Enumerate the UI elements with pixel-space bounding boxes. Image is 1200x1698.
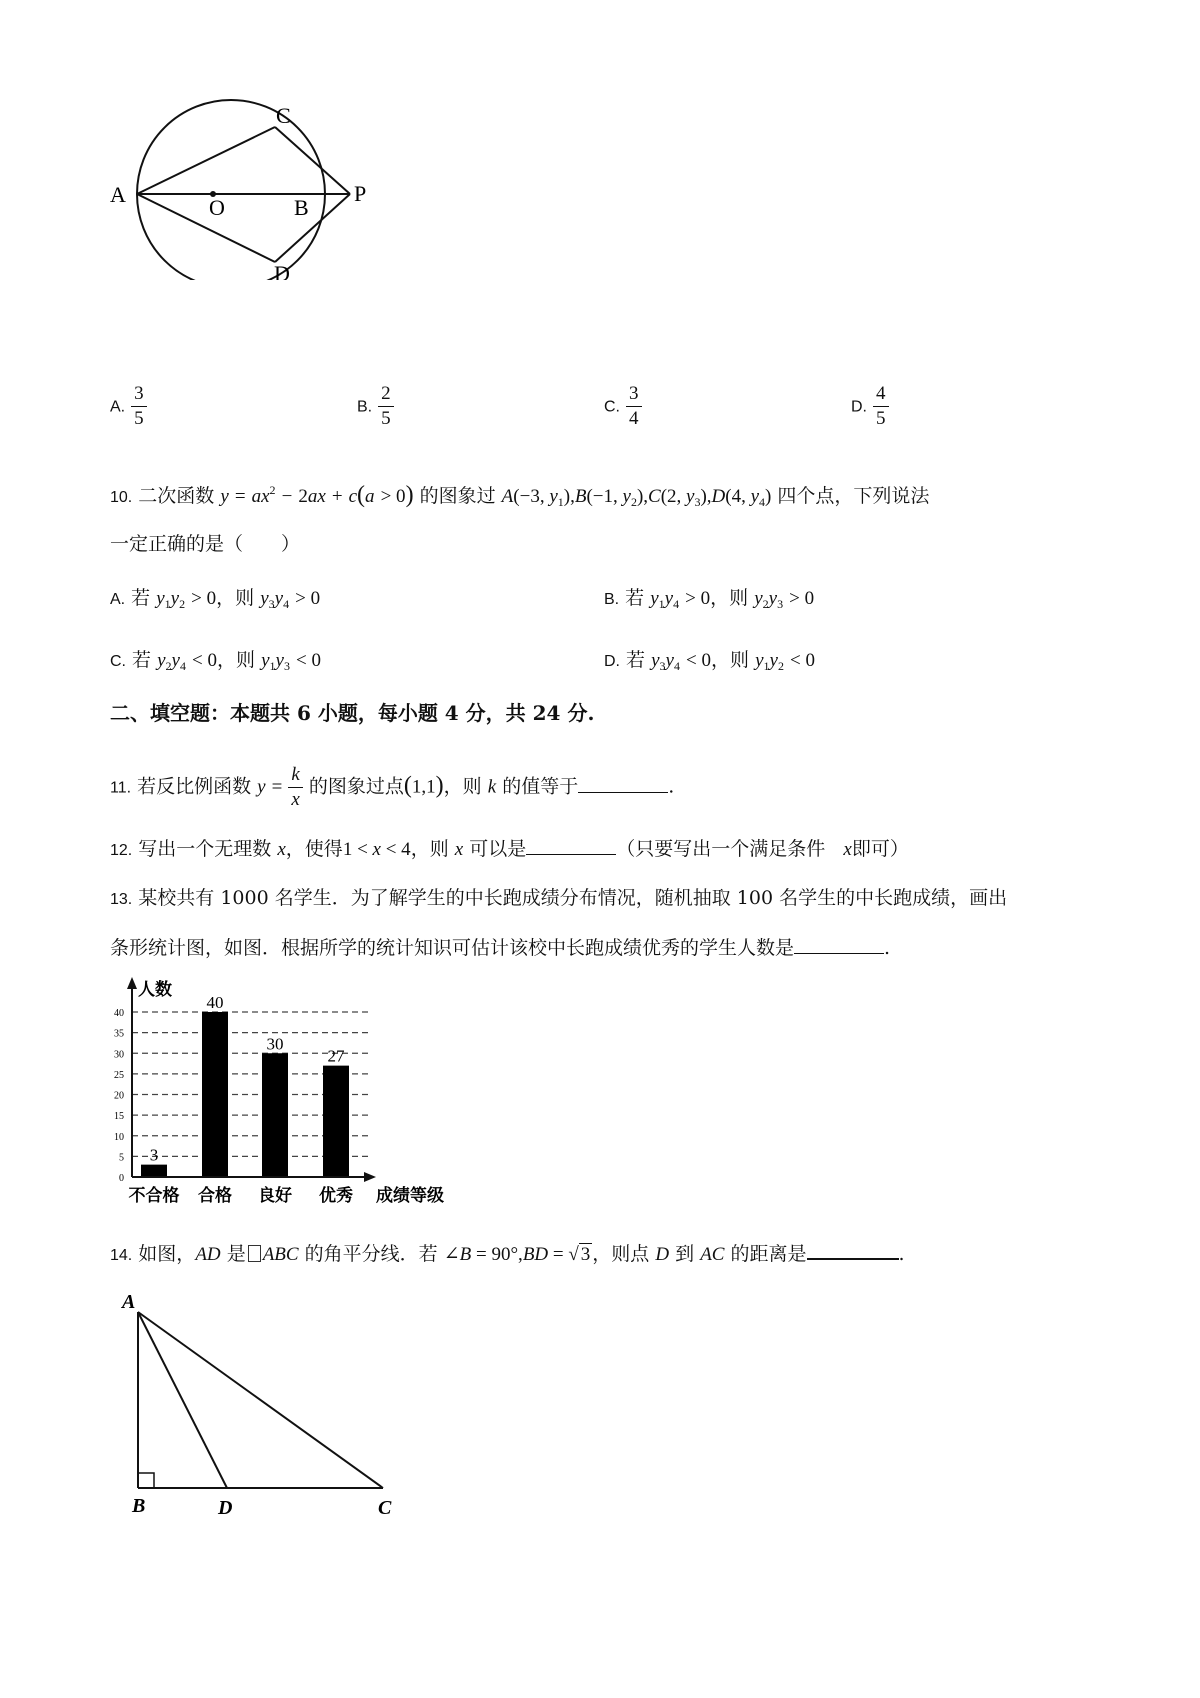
tangent-pd (275, 194, 350, 262)
q9-option-b[interactable] (357, 382, 394, 431)
y-tick-label: 0 (119, 1173, 124, 1184)
fraction: $\frac{2}{5}$ (378, 382, 394, 431)
answer-blank[interactable] (526, 836, 616, 855)
y-tick-label: 40 (114, 1008, 124, 1019)
q13-text: 某校共有 1000 名学生．为了解学生的中长跑成绩分布情况，随机抽取 100 名学生的中长跑成绩，画出 (138, 887, 1008, 909)
question-number: 11. (110, 779, 132, 797)
option-text: ，则 (217, 649, 256, 671)
segment-ac (137, 127, 275, 194)
category-label: 良好 (258, 1186, 292, 1206)
option-text: ，则 (710, 587, 749, 609)
option-text: ，则 (216, 587, 255, 609)
bar-data-label: 27 (327, 1046, 345, 1066)
answer-blank[interactable] (807, 1240, 899, 1260)
label-c: C (276, 103, 291, 128)
category-label: 不合格 (128, 1186, 180, 1206)
triangle-symbol-icon (248, 1245, 261, 1262)
x-axis-arrow-icon (364, 1172, 376, 1182)
q12-text: （只要写出一个满足条件 (616, 838, 826, 860)
q12-stem: 12. 写出一个无理数 x，使得1 < x < 4，则 x 可以是 （只要写出一个满足条件 x即可） (110, 838, 909, 860)
bisector-ad (138, 1312, 227, 1488)
q13-text: 条形统计图，如图．根据所学的统计知识可估计该校中长跑成绩优秀的学生人数是 (110, 937, 795, 959)
x-axis-label: 成绩等级 (376, 1186, 444, 1206)
option-label: B. (357, 398, 373, 416)
option-text: 若 (625, 587, 645, 609)
option-label: D. (851, 398, 867, 416)
q14-text: 如图， (138, 1243, 196, 1265)
tangent-pc (275, 127, 350, 194)
option-text: 若 (626, 649, 646, 671)
question-number: 13. (110, 891, 133, 908)
q11-text: . (668, 775, 675, 798)
q10-text: 的图象过 (419, 485, 496, 507)
q9-option-c[interactable] (604, 382, 642, 431)
bar-data-label: 40 (206, 993, 224, 1012)
q11-text: ，则 (443, 775, 482, 798)
fraction: $\frac{4}{5}$ (873, 382, 889, 431)
q13-bar-chart (108, 975, 488, 1207)
question-number: 14. (110, 1247, 133, 1264)
y-tick-label: 25 (114, 1069, 124, 1081)
q10-stem-line2: 一定正确的是（ ） (110, 533, 301, 555)
bar (141, 1165, 167, 1177)
option-label: D. (604, 653, 620, 670)
q12-text: ，使得 (285, 838, 343, 860)
answer-blank[interactable] (794, 935, 884, 954)
q14-text: 是 (226, 1243, 246, 1265)
option-text: 若 (132, 649, 152, 671)
y-axis-label: 人数 (138, 980, 172, 1000)
q10-points: A (501, 486, 514, 507)
q14-text: . (898, 1243, 905, 1265)
label-d: D (218, 1497, 233, 1515)
label-b: B (294, 195, 309, 220)
q14-text: 的角平分线．若 (304, 1243, 438, 1265)
q12-text: ，则 (410, 838, 449, 860)
label-p: P (354, 181, 367, 206)
q14-text: 到 (675, 1243, 695, 1265)
q13-text: . (884, 937, 891, 959)
label-d: D (274, 261, 290, 280)
y-tick-label: 20 (114, 1090, 124, 1102)
q10-option-a[interactable]: A. 若 $y_1y_2 > 0$，则 $y_3y_4 > 0$ (110, 587, 321, 611)
y-tick-label: 35 (114, 1028, 124, 1040)
q10-option-b[interactable]: B. 若 $y_1y_4 > 0$，则 $y_2y_3 > 0$ (604, 587, 815, 611)
q10-stem-line1: 10. 二次函数 $y = ax^2 - 2ax + c(a > 0)$ 的图象过 A(−3, $y_1),B(-1$, $y_2),C(2$, $y_3),D(4$, $y_4$) 四个点，下列说法 (110, 482, 930, 509)
q10-option-d[interactable]: D. 若 $y_3y_4 < 0$，则 $y_1y_2 < 0$ (604, 649, 815, 673)
label-o: O (209, 195, 225, 220)
option-label: C. (110, 653, 126, 670)
q12-text: 写出一个无理数 (138, 838, 272, 860)
circle-o (137, 100, 325, 280)
q12-text: 即可） (851, 838, 909, 860)
q10-option-c[interactable]: C. 若 $y_2y_4 < 0$，则 $y_1y_3 < 0$ (110, 649, 321, 673)
y-tick-label: 10 (114, 1131, 124, 1143)
question-number: 10. (110, 489, 133, 506)
fraction: $\frac{3}{4}$ (626, 382, 642, 431)
sqrt-3: √ 3 (568, 1244, 591, 1265)
bar (202, 1012, 228, 1177)
q9-option-a[interactable] (110, 382, 147, 431)
chart-bars (129, 993, 354, 1206)
bar-data-label: 3 (149, 1145, 159, 1165)
fraction-k-over-x: $\frac{k}{x}$ (288, 763, 302, 812)
answer-blank[interactable] (578, 774, 668, 793)
option-label: A. (110, 398, 126, 416)
label-a: A (110, 182, 126, 207)
category-label: 合格 (198, 1186, 232, 1206)
section-heading: 二、填空题：本题共 6 小题，每小题 4 分，共 24 分. (110, 701, 595, 725)
q14-text: ，则点 (592, 1243, 650, 1265)
q14-stem: 14. 如图，AD 是 ABC 的角平分线．若 ∠B = 90°,BD = √ 3 ，则点 D 到 AC 的距离是 . (110, 1240, 905, 1270)
side-ac (138, 1312, 383, 1488)
q11-text: 若反比例函数 (137, 775, 252, 798)
label-a: A (122, 1291, 136, 1313)
category-label: 优秀 (319, 1186, 353, 1206)
y-tick-label: 30 (114, 1049, 124, 1061)
q13-stem-line1 (110, 884, 1007, 914)
label-b: B (132, 1495, 146, 1515)
q13-stem-line2 (110, 934, 890, 962)
bar (262, 1053, 288, 1177)
bar (323, 1066, 349, 1177)
y-tick-label: 5 (119, 1152, 124, 1164)
q9-option-d[interactable] (851, 382, 889, 431)
q10-text: 四个点，下列说法 (777, 485, 930, 507)
right-angle-icon (138, 1473, 154, 1488)
label-c: C (378, 1497, 392, 1515)
q14-text: 的距离是 (730, 1243, 807, 1265)
q14-triangle-figure (110, 1290, 410, 1515)
option-label: B. (604, 591, 620, 608)
q10-function: y (220, 486, 229, 507)
y-tick-label: 15 (114, 1111, 124, 1123)
bar-data-label: 30 (266, 1034, 284, 1054)
fraction: $\frac{3}{5}$ (131, 382, 147, 431)
y-axis-arrow-icon (127, 977, 137, 989)
q11-text: 的图象过点 (308, 775, 404, 798)
q12-text: 可以是 (469, 838, 527, 860)
q10-text: 二次函数 (138, 485, 215, 507)
q11-stem: 11. 若反比例函数 y = $\frac{k}{x}$ 的图象过点(1,1)，则 k 的值等于 . (110, 764, 675, 810)
option-text: ，则 (711, 649, 750, 671)
chart-y-ticks (114, 1008, 124, 1184)
option-label: A. (110, 591, 126, 608)
option-label: C. (604, 398, 620, 416)
option-text: 若 (131, 587, 151, 609)
question-number: 12. (110, 842, 133, 859)
q11-text: 的值等于 (502, 775, 579, 798)
q9-circle-figure (110, 95, 390, 280)
